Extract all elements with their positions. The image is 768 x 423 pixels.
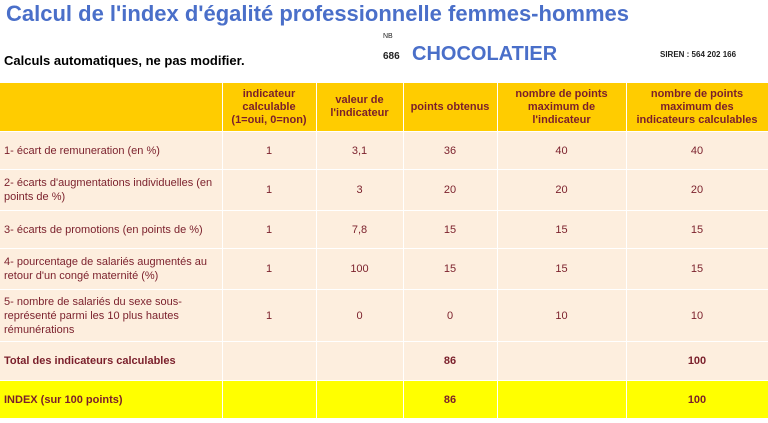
index-empty-cell bbox=[497, 381, 626, 419]
row-label: 3- écarts de promotions (en points de %) bbox=[0, 211, 222, 249]
cell-valeur: 3 bbox=[316, 170, 403, 211]
column-header-points: points obtenus bbox=[403, 83, 497, 132]
cell-max-calculables: 15 bbox=[626, 249, 768, 290]
table-row bbox=[0, 211, 768, 249]
cell-valeur: 100 bbox=[316, 249, 403, 290]
cell-max: 40 bbox=[497, 132, 626, 170]
column-header-calculable: indicateur calculable (1=oui, 0=non) bbox=[222, 83, 316, 132]
column-header-valeur: valeur de l'indicateur bbox=[316, 83, 403, 132]
cell-max: 10 bbox=[497, 290, 626, 342]
cell-calculable: 1 bbox=[222, 290, 316, 342]
column-header-label bbox=[0, 83, 222, 132]
cell-max-calculables: 20 bbox=[626, 170, 768, 211]
table-row bbox=[0, 132, 768, 170]
cell-calculable: 1 bbox=[222, 170, 316, 211]
row-label: 5- nombre de salariés du sexe sous-représenté parmi les 10 plus hautes rémunérations bbox=[0, 290, 222, 342]
nb-value: 686 bbox=[383, 51, 400, 62]
index-points: 86 bbox=[403, 381, 497, 419]
index-empty-cell bbox=[316, 381, 403, 419]
cell-max: 15 bbox=[497, 211, 626, 249]
cell-points: 15 bbox=[403, 249, 497, 290]
index-table bbox=[0, 83, 768, 419]
index-empty-cell bbox=[222, 381, 316, 419]
cell-points: 15 bbox=[403, 211, 497, 249]
cell-max-calculables: 15 bbox=[626, 211, 768, 249]
siren-number: SIREN : 564 202 166 bbox=[660, 50, 737, 59]
cell-valeur: 3,1 bbox=[316, 132, 403, 170]
page-title: Calcul de l'index d'égalité professionnelle femmes-hommes bbox=[6, 1, 629, 26]
table-row bbox=[0, 249, 768, 290]
index-max-calculables: 100 bbox=[626, 381, 768, 419]
cell-points: 20 bbox=[403, 170, 497, 211]
table-header-row bbox=[0, 83, 768, 132]
cell-points: 0 bbox=[403, 290, 497, 342]
table-row bbox=[0, 290, 768, 342]
total-empty-cell bbox=[497, 342, 626, 381]
cell-calculable: 1 bbox=[222, 249, 316, 290]
total-empty-cell bbox=[316, 342, 403, 381]
row-label: 1- écart de remuneration (en %) bbox=[0, 132, 222, 170]
total-points: 86 bbox=[403, 342, 497, 381]
cell-calculable: 1 bbox=[222, 211, 316, 249]
cell-calculable: 1 bbox=[222, 132, 316, 170]
row-label: 4- pourcentage de salariés augmentés au retour d'un congé maternité (%) bbox=[0, 249, 222, 290]
total-max-calculables: 100 bbox=[626, 342, 768, 381]
total-empty-cell bbox=[222, 342, 316, 381]
cell-max: 15 bbox=[497, 249, 626, 290]
total-label: Total des indicateurs calculables bbox=[0, 342, 222, 381]
cell-max: 20 bbox=[497, 170, 626, 211]
row-label: 2- écarts d'augmentations individuelles (en points de %) bbox=[0, 170, 222, 211]
index-row bbox=[0, 381, 768, 419]
cell-valeur: 7,8 bbox=[316, 211, 403, 249]
cell-max-calculables: 40 bbox=[626, 132, 768, 170]
index-label: INDEX (sur 100 points) bbox=[0, 381, 222, 419]
company-name: CHOCOLATIER bbox=[412, 43, 558, 65]
cell-points: 36 bbox=[403, 132, 497, 170]
cell-valeur: 0 bbox=[316, 290, 403, 342]
table-row bbox=[0, 170, 768, 211]
nb-label: NB bbox=[383, 33, 393, 40]
total-row bbox=[0, 342, 768, 381]
column-header-max-calculables: nombre de points maximum des indicateurs calculables bbox=[626, 83, 768, 132]
cell-max-calculables: 10 bbox=[626, 290, 768, 342]
column-header-max: nombre de points maximum de l'indicateur bbox=[497, 83, 626, 132]
subtitle-note: Calculs automatiques, ne pas modifier. bbox=[4, 53, 245, 68]
